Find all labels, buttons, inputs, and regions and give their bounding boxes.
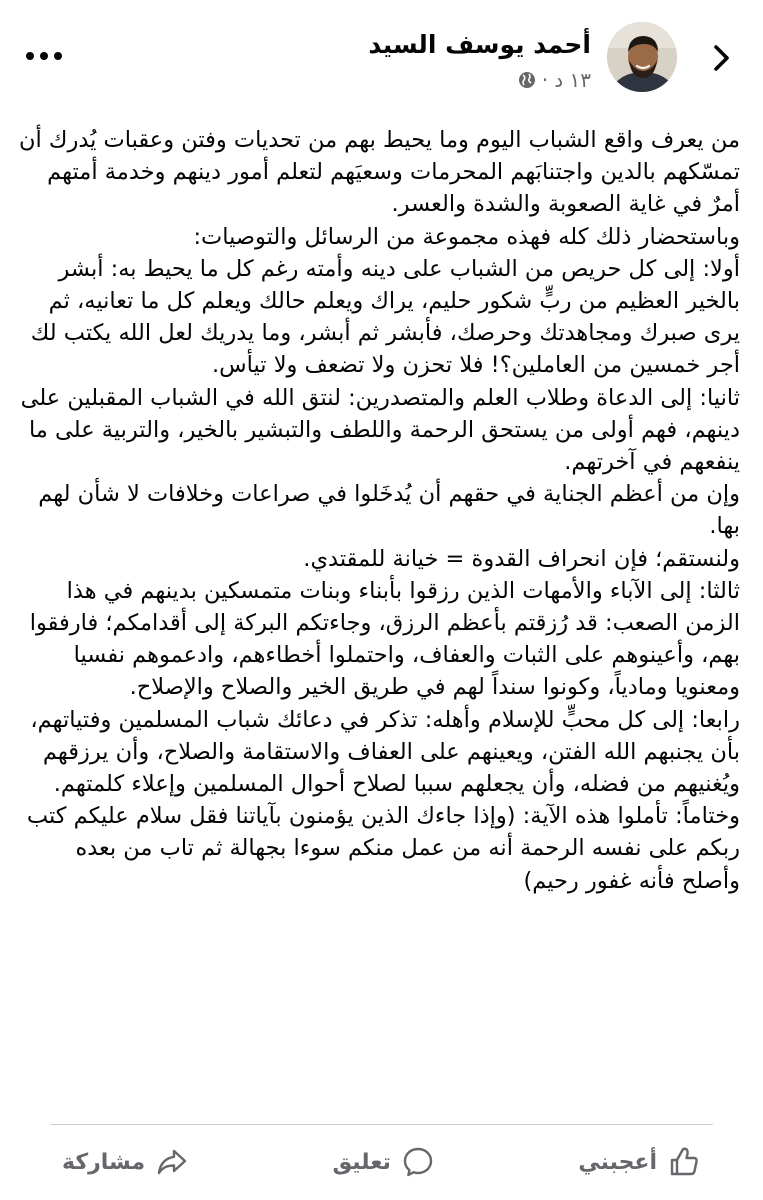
post-time[interactable]: ١٣ د [554, 68, 591, 92]
avatar[interactable] [607, 22, 677, 92]
like-button[interactable] [536, 1132, 743, 1192]
avatar-image [607, 22, 677, 92]
more-horizontal-icon [40, 52, 48, 60]
meta-separator: · [541, 68, 549, 92]
more-horizontal-icon [54, 52, 62, 60]
post-actions-bar [20, 1130, 743, 1194]
more-options-button[interactable] [26, 44, 62, 68]
post-text [18, 124, 740, 897]
share-label: مشاركة [62, 1149, 146, 1175]
post-meta [368, 66, 591, 94]
comment-icon [401, 1145, 435, 1179]
comment-button[interactable] [290, 1132, 476, 1192]
post-header [0, 0, 763, 110]
post-paragraph: وختاماً: تأملوا هذه الآية: (وإذا جاءك الذين يؤمنون بآياتنا فقل سلام عليكم كتب ربكم على نفسه الرحمة أنه من عمل منكم سوءا بجهالة ثم تاب من بعده وأصلح فأنه غفور رحيم) [26, 803, 740, 894]
thumbs-up-icon [667, 1145, 701, 1179]
post-paragraph: من يعرف واقع الشباب اليوم وما يحيط بهم من تحديات وفتن وعقبات يُدرك أن تمسّكهم بالدين واجتنابَهم المحرمات وسعيَهم لتعلم أمور دينهم وخدمة أمتهم أمرٌ في غاية الصعوبة والشدة والعسر. [19, 127, 740, 218]
more-horizontal-icon [26, 52, 34, 60]
actions-divider [50, 1124, 713, 1125]
share-button[interactable] [20, 1132, 231, 1192]
chevron-right-icon [711, 43, 733, 73]
author-name[interactable]: أحمد يوسف السيد [368, 30, 591, 59]
post-paragraph: ثانيا: إلى الدعاة وطلاب العلم والمتصدرين: لنتق الله في الشباب المقبلين على دينهم، فهم أولى من يستحق الرحمة واللطف والتبشير بالخير، والتربية على ما ينفعهم في آخرتهم. [20, 384, 740, 476]
post-paragraph: ثالثا: إلى الآباء والأمهات الذين رزقوا بأبناء وبنات متمسكين بدينهم في هذا الزمن الصعب: قد رُزقتم بأعظم الرزق، وجاءتكم البركة إلى أقدامكم؛ فارفقوا بهم، وأعينوهم على الثبات والعفاف، واحتملوا أخطاءهم، وادعموهم نفسيا ومعنويا ومادياً، وكونوا سنداً لهم في طريق الخير والصلاح والإصلاح. [29, 577, 740, 701]
globe-icon [518, 71, 536, 89]
post-paragraph: أولا: إلى كل حريص من الشباب على دينه وأمته رغم كل ما يحيط به: أبشر بالخير العظيم من ربٍّ شكور حليم، يراك ويعلم حالك ويعلم كل ما تعانيه، ثم يرى صبرك ومجاهدتك وحرصك، فأبشر ثم أبشر، وما يدريك لعل الله يكتب لك أجر خمسين من العاملين؟! فلا تحزن ولا تضعف ولا تيأس. [30, 255, 740, 379]
post-paragraph: رابعا: إلى كل محبٍّ للإسلام وأهله: تذكر في دعائك شباب المسلمين وفتياتهم، بأن يجنبهم الله الفتن، ويعينهم على العفاف والاستقامة والصلاح، وأن يرزقهم ويُغنيهم من فضله، وأن يجعلهم سببا لصلاح أحوال المسلمين وإعلاء كلمتهم. [30, 706, 740, 798]
back-button[interactable] [707, 40, 737, 76]
post-paragraph: وباستحضار ذلك كله فهذه مجموعة من الرسائل والتوصيات: [193, 223, 740, 250]
share-icon [155, 1145, 189, 1179]
author-block [368, 28, 591, 94]
comment-label: تعليق [332, 1149, 391, 1175]
post-paragraph: ولنستقم؛ فإن انحراف القدوة = خيانة للمقتدي. [303, 545, 740, 572]
post-paragraph: وإن من أعظم الجناية في حقهم أن يُدخَلوا في صراعات وخلافات لا شأن لهم بها. [38, 481, 740, 540]
like-label: أعجبني [578, 1149, 657, 1175]
